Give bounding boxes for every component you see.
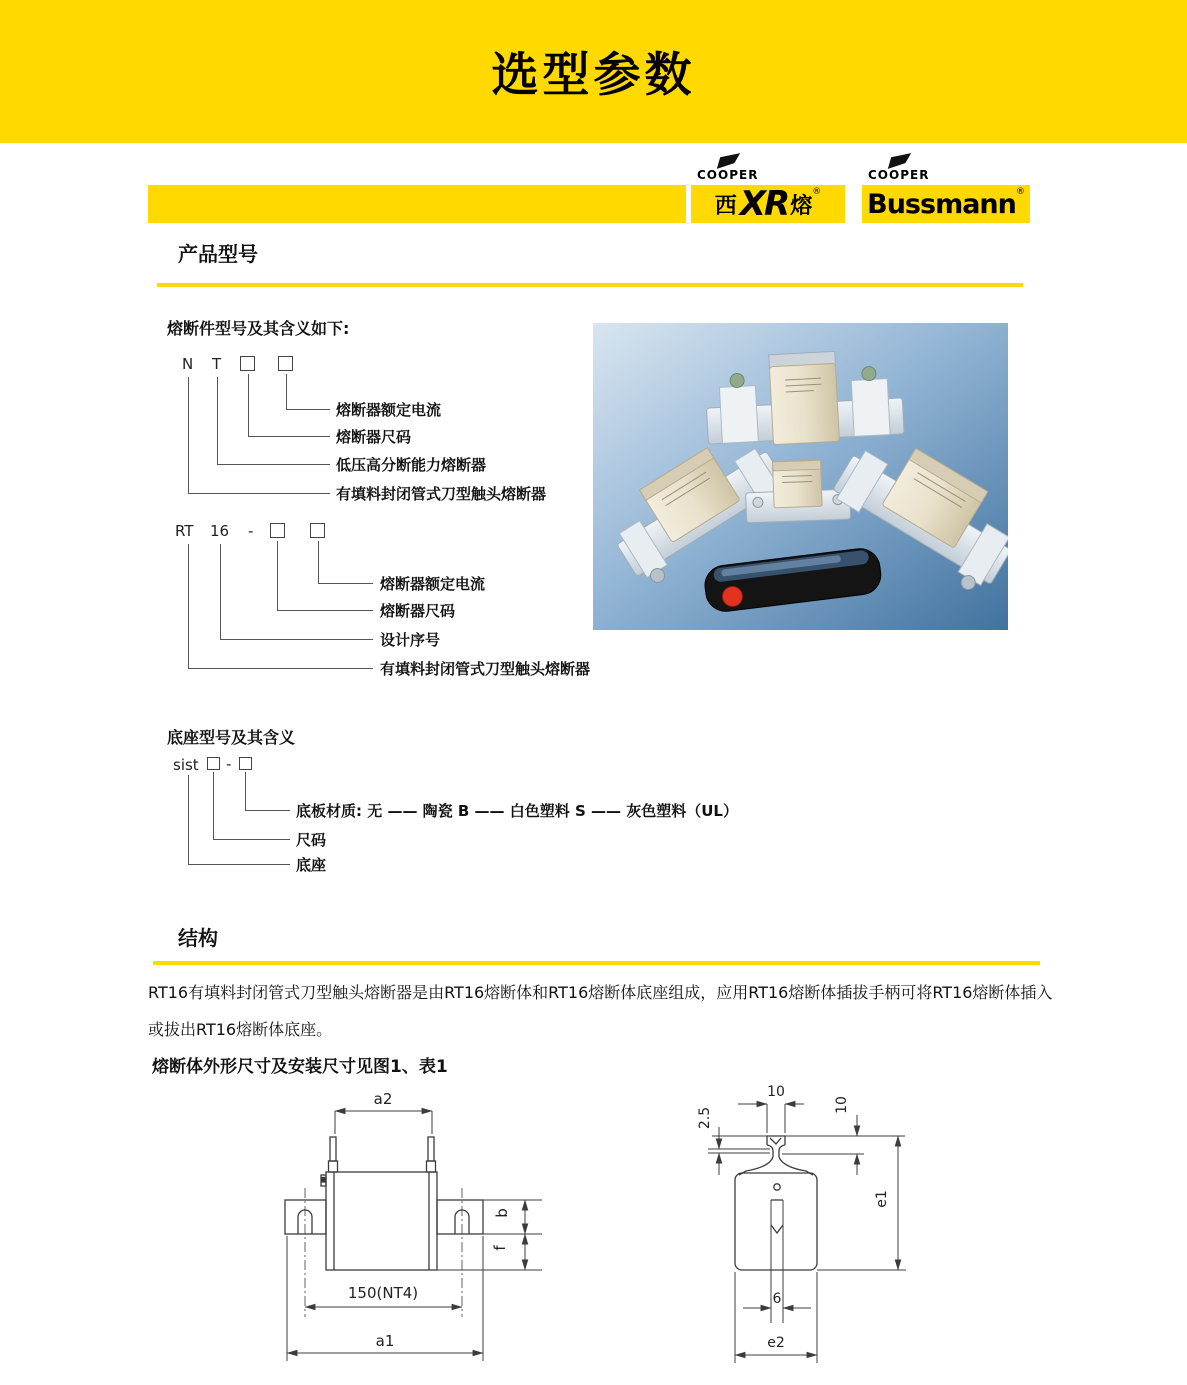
code-label: 有填料封闭管式刀型触头熔断器 bbox=[380, 660, 591, 678]
dim-e1-label: e1 bbox=[874, 1190, 890, 1208]
cooper-label: COOPER bbox=[868, 168, 930, 182]
brand-strip bbox=[148, 185, 686, 223]
connector-line bbox=[286, 374, 287, 409]
base-model-heading: 底座型号及其含义 bbox=[167, 728, 296, 747]
code-box bbox=[310, 523, 325, 538]
xirong-logo-box bbox=[691, 185, 845, 223]
dim-b-label: b bbox=[493, 1208, 511, 1218]
connector-line bbox=[277, 541, 278, 610]
dim-e2-label: e2 bbox=[767, 1335, 785, 1351]
code-label: 设计序号 bbox=[380, 631, 441, 649]
dim-f-label: f bbox=[491, 1245, 509, 1251]
section-heading-product-model: 产品型号 bbox=[178, 242, 258, 266]
rt-code-diagram bbox=[168, 520, 638, 685]
code-symbol: N bbox=[182, 355, 194, 373]
connector-line bbox=[248, 436, 330, 437]
connector-line bbox=[217, 464, 330, 465]
code-label: 熔断器尺码 bbox=[336, 428, 412, 446]
connector-line bbox=[188, 668, 373, 669]
code-box bbox=[240, 356, 255, 371]
dim-mount-label: 150(NT4) bbox=[347, 1284, 419, 1302]
connector-line bbox=[217, 377, 218, 464]
connector-line bbox=[188, 864, 290, 865]
xirong-suffix: 熔 bbox=[790, 193, 813, 219]
connector-line bbox=[245, 810, 290, 811]
code-symbol: 16 bbox=[210, 522, 230, 540]
connector-line bbox=[318, 583, 373, 584]
bussmann-logo bbox=[862, 153, 1030, 223]
connector-line bbox=[188, 775, 189, 864]
cooper-label: COOPER bbox=[697, 168, 759, 182]
code-label: 底座 bbox=[296, 856, 327, 874]
fuse-front-view-drawing bbox=[250, 1085, 580, 1385]
code-symbol: - bbox=[248, 522, 254, 540]
connector-line bbox=[213, 839, 290, 840]
dim-flange-thickness-label: 2.5 bbox=[697, 1106, 713, 1130]
dim-blade-width-label: 10 bbox=[767, 1084, 785, 1100]
connector-line bbox=[188, 544, 189, 668]
connector-line bbox=[248, 374, 249, 436]
page-title: 选型参数 bbox=[491, 48, 696, 103]
bussmann-logo-box bbox=[862, 185, 1030, 223]
bussmann-name: Bussmann bbox=[867, 188, 1016, 220]
code-box bbox=[278, 356, 293, 371]
dim-a2-label: a2 bbox=[373, 1090, 393, 1108]
code-label: 熔断器尺码 bbox=[380, 602, 456, 620]
yellow-rule bbox=[153, 961, 1040, 965]
code-label: 尺码 bbox=[296, 831, 327, 849]
connector-line bbox=[213, 772, 214, 839]
connector-line bbox=[188, 493, 330, 494]
fuse-side-view-drawing bbox=[680, 1075, 950, 1385]
figure-note: 熔断体外形尺寸及安装尺寸见图1、表1 bbox=[152, 1057, 448, 1077]
xr-monogram: XR bbox=[739, 184, 789, 224]
code-symbol: RT bbox=[175, 522, 194, 540]
code-label: 熔断器额定电流 bbox=[336, 401, 442, 419]
code-symbol: T bbox=[212, 355, 222, 373]
connector-line bbox=[188, 377, 189, 493]
connector-line bbox=[245, 772, 246, 810]
connector-line bbox=[318, 541, 319, 583]
dim-strip-width-label: 6 bbox=[772, 1291, 782, 1307]
section-heading-structure: 结构 bbox=[178, 926, 218, 950]
code-box bbox=[239, 757, 252, 770]
code-label: 熔断器额定电流 bbox=[380, 575, 486, 593]
product-photo bbox=[593, 323, 1008, 630]
connector-line bbox=[277, 610, 373, 611]
code-label: 底板材质: 无 —— 陶瓷 B —— 白色塑料 S —— 灰色塑料（UL） bbox=[296, 802, 738, 820]
cooper-flag-icon bbox=[882, 153, 912, 169]
nt-code-diagram bbox=[168, 353, 598, 513]
xirong-prefix: 西 bbox=[714, 193, 737, 219]
registered-mark: ® bbox=[812, 187, 822, 197]
code-box bbox=[207, 757, 220, 770]
code-symbol: sist bbox=[173, 756, 199, 774]
connector-line bbox=[286, 409, 330, 410]
code-label: 低压高分断能力熔断器 bbox=[336, 456, 487, 474]
connector-line bbox=[220, 639, 373, 640]
title-banner bbox=[0, 0, 1187, 143]
cooper-flag-icon bbox=[711, 153, 741, 169]
structure-paragraph: RT16有填料封闭管式刀型触头熔断器是由RT16熔断体和RT16熔断体底座组成，应用RT16熔断体插拔手柄可将RT16熔断体插入或拔出RT16熔断体底座。 bbox=[148, 983, 1053, 1039]
connector-line bbox=[220, 544, 221, 639]
xirong-logo bbox=[691, 153, 845, 223]
sist-code-diagram bbox=[168, 753, 768, 878]
code-label: 有填料封闭管式刀型触头熔断器 bbox=[336, 485, 547, 503]
code-symbol: - bbox=[226, 755, 232, 773]
yellow-rule bbox=[157, 283, 1023, 287]
dim-a1-label: a1 bbox=[375, 1332, 395, 1350]
model-intro: 熔断件型号及其含义如下: bbox=[167, 319, 350, 338]
code-box bbox=[270, 523, 285, 538]
dim-blade-height-label: 10 bbox=[834, 1096, 850, 1114]
registered-mark: ® bbox=[1015, 187, 1025, 197]
